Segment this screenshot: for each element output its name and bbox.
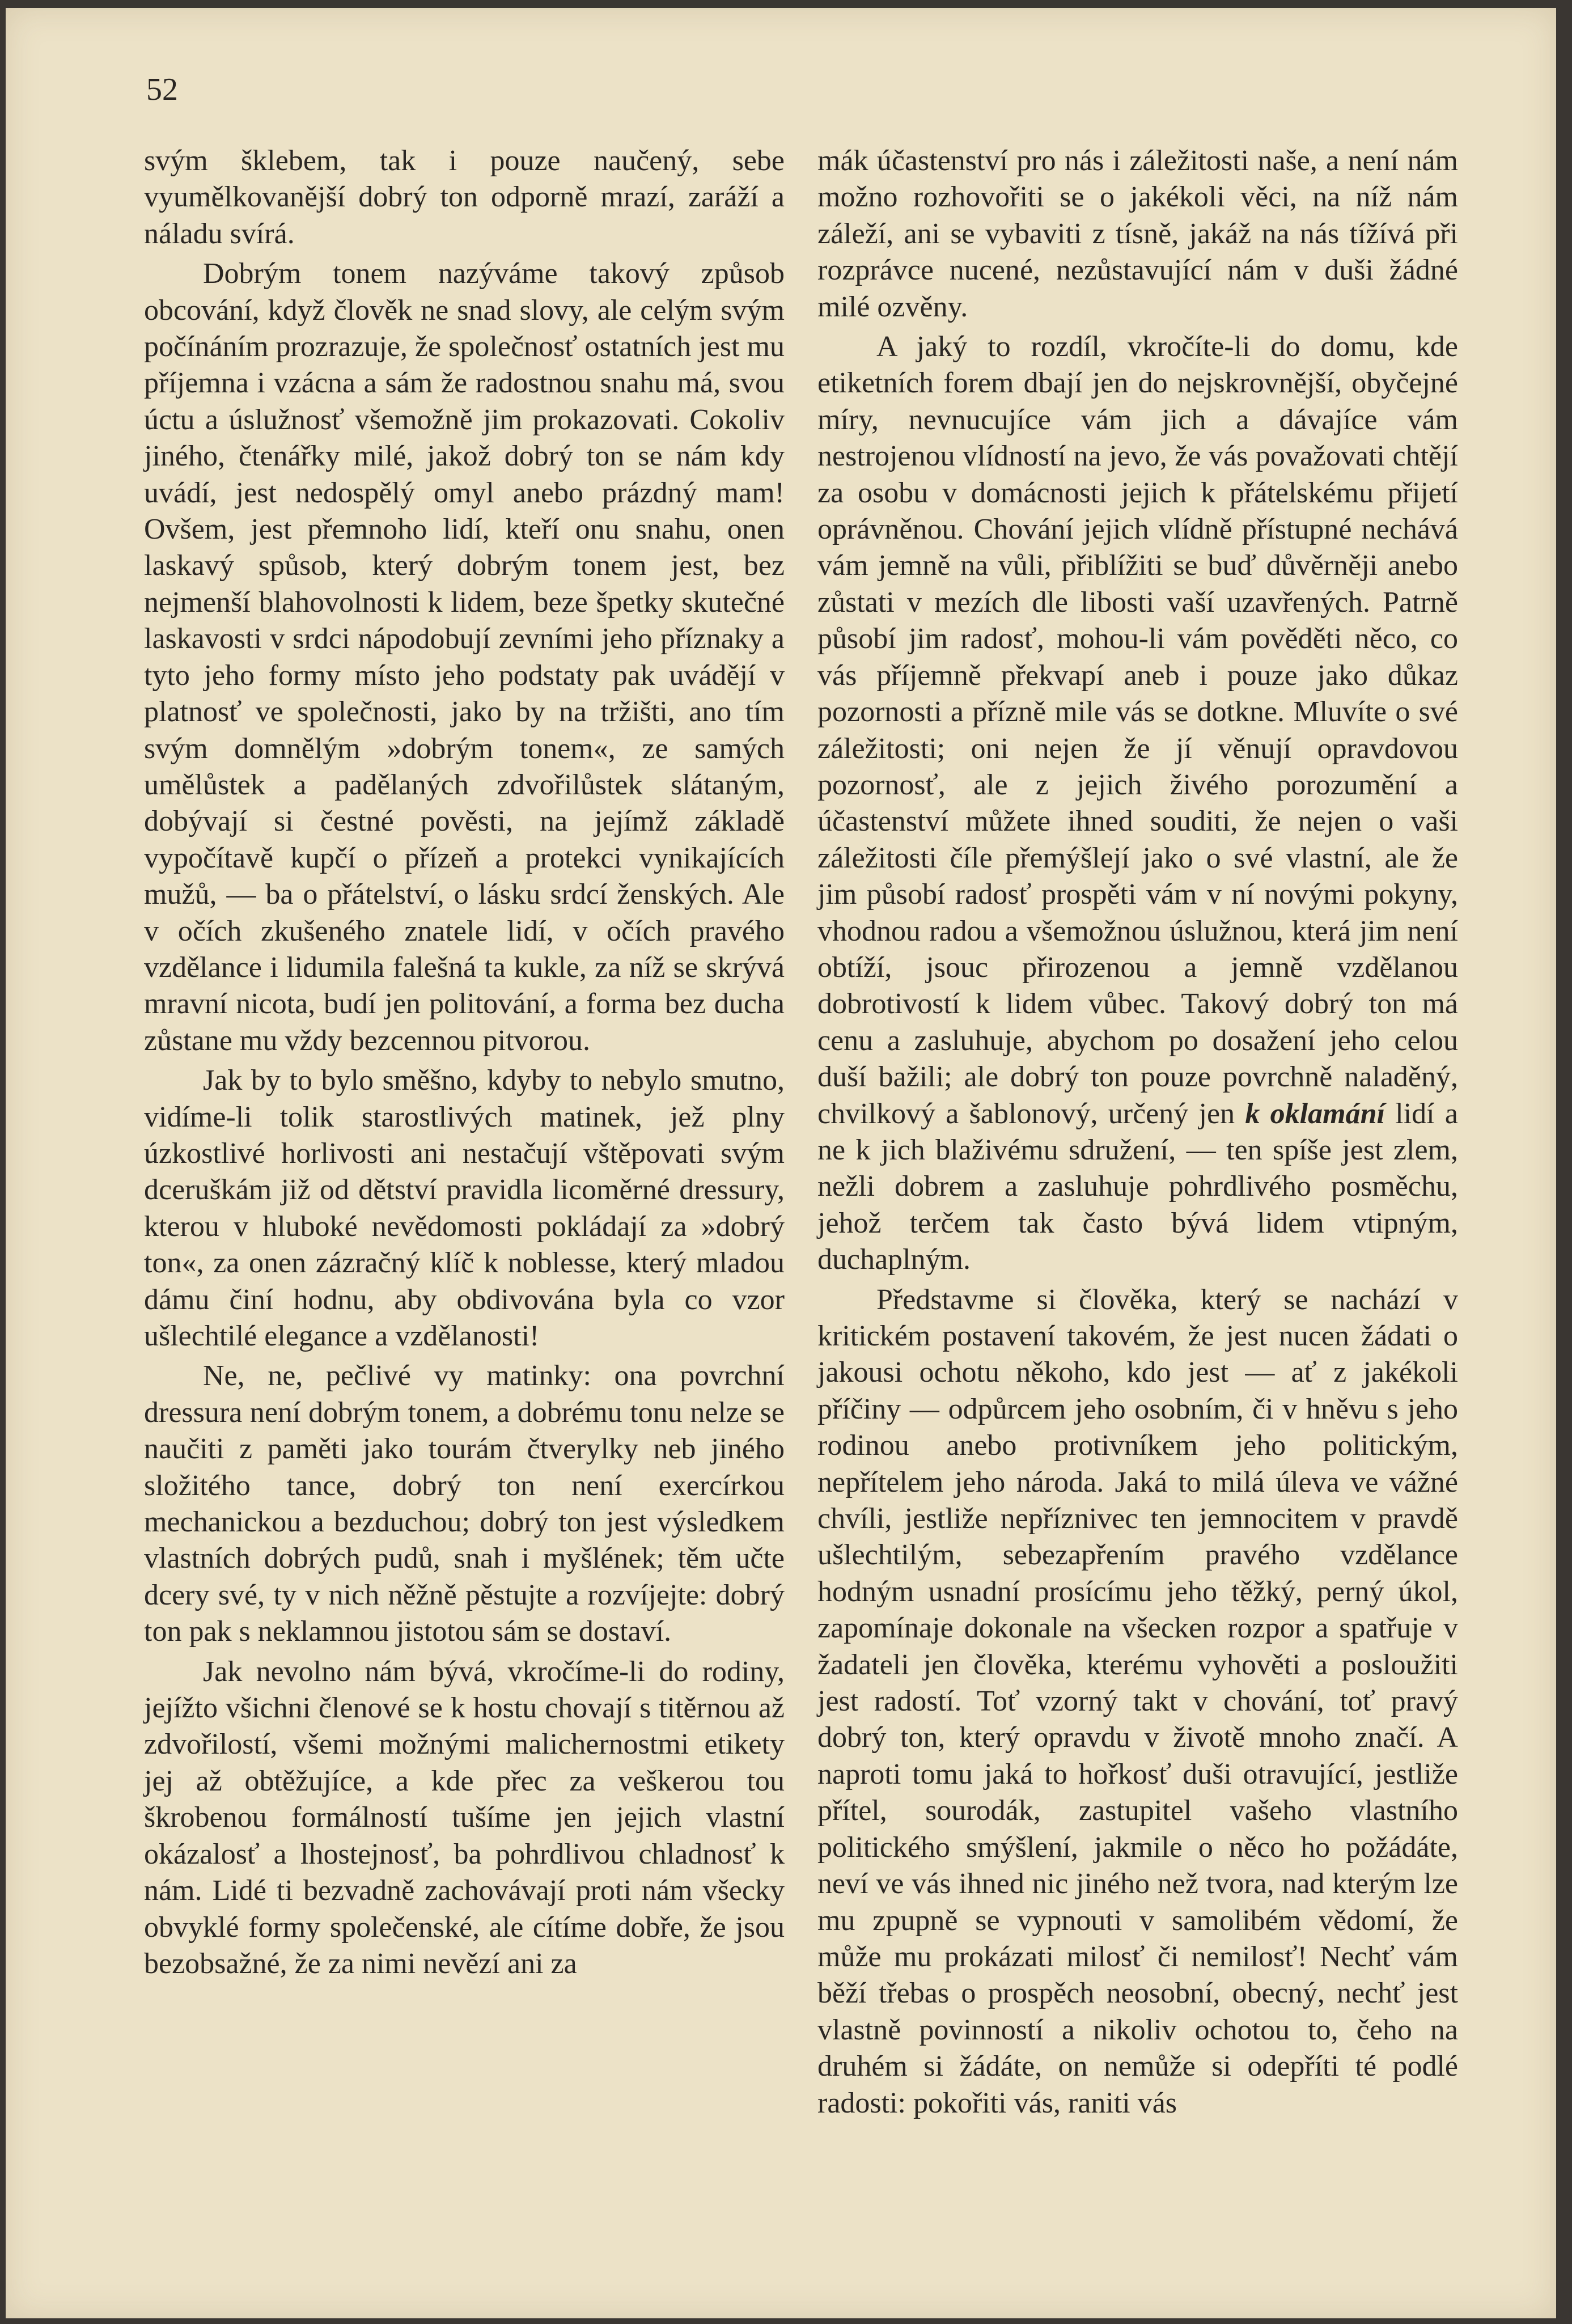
right-column <box>817 143 1458 2122</box>
paragraph: mák účastenství pro nás i záležitosti naše, a není nám možno rozhovořiti se o jakékoli věci, na níž nám záleží, ani se vybaviti z tísně, jakáž na nás tížívá při rozprávce nucené, nezůstavující nám v duši žádné milé ozvěny. <box>817 145 1458 323</box>
paragraph: Jak nevolno nám bývá, vkročíme-li do rodiny, jejížto všichni členové se k hostu chovají s titěrnou až zdvořilostí, všemi možnými malichernostmi etikety jej až obtěžujíce, a kde přec za veškerou tou škrobenou formálností tušíme jen jejich vlastní okázalosť a lhostejnosť, ba pohrdlivou chladnosť k nám. Lidé ti bezvadně zachovávají proti nám všecky obvyklé formy společenské, ale cítíme dobře, že jsou bezobsažné, že za nimi nevězí ani za <box>144 1655 785 1980</box>
page-number: 52 <box>146 72 178 107</box>
paragraph <box>817 329 1458 1279</box>
emphasized-text: k oklamání <box>1245 1097 1385 1130</box>
left-column <box>144 143 785 1982</box>
page <box>6 8 1556 2318</box>
paragraph: Ne, ne, pečlivé vy matinky: ona povrchní dressura není dobrým tonem, a dobrému tonu nelze se naučiti z paměti jako tourám čtverylky neb jiného složitého tance, dobrý ton není exercírkou mechanickou a bezduchou; dobrý ton jest výsledkem vlastních dobrých pudů, snah i myšlének; těm učte dcery své, ty v nich něžně pěstujte a rozvíjejte: dobrý ton pak s neklamnou jistotou sám se dostaví. <box>144 1360 785 1648</box>
paragraph-text-tail: lidí a ne k jich blaživému sdružení, — ten spíše jest zlem, nežli dobrem a zasluhuje pohrdlivého posměchu, jehož terčem tak často bývá lidem vtipným, duchaplným. <box>817 1097 1458 1276</box>
paragraph: Jak by to bylo směšno, kdyby to nebylo smutno, vidíme-li tolik starostlivých matinek, jež plny úzkostlivé horlivosti ani nestačují vštěpovati svým dceruškám již od dětství pravidla licoměrné dressury, kterou v hluboké nevědomosti pokládají za »dobrý ton«, za onen zázračný klíč k noblesse, který mladou dámu činí hodnu, aby obdivována byla co vzor ušlechtilé elegance a vzdělanosti! <box>144 1064 785 1352</box>
paragraph-text: A jaký to rozdíl, vkročíte-li do domu, kde etiketních forem dbají jen do nejskrovnější, obyčejné míry, nevnucujíce vám jich a dávajíce vám nestrojenou vlídností na jevo, že vás považovati chtějí za osobu v domácnosti jejich k přátelskému přijetí oprávněnou. Chování jejich vlídně přístupné nechává vám jemně na vůli, přiblížiti se buď důvěrněji anebo zůstati v mezích dle libosti vaší uzavřených. Patrně působí jim radosť, mohou-li vám pověděti něco, co vás příjemně překvapí aneb i pouze jako důkaz pozornosti a přízně mile vás se dotkne. Mluvíte o své záležitosti; oni nejen že jí věnují opravdovou pozornosť, ale z jejich živého porozumění a účastenství můžete ihned souditi, že nejen o vaši záležitosti číle přemýšlejí jako o své vlastní, ale že jim působí radosť prospěti vám v ní novými pokyny, vhodnou radou a všemožnou úslužnou, která jim není obtíží, jsouc přirozenou a jemně vzdělanou dobrotivostí k lidem vůbec. Takový dobrý ton má cenu a zasluhuje, abychom po dosažení jeho celou duší bažili; ale dobrý ton pouze povrchně naladěný, chvilkový a šablonový, určený jen <box>817 331 1458 1130</box>
paragraph: Dobrým tonem nazýváme takový způsob obcování, když člověk ne snad slovy, ale celým svým počínáním prozrazuje, že společnosť ostatních jest mu příjemna i vzácna a sám že radostnou snahu má, svou úctu a úslužnosť všemožně jim prokazovati. Cokoliv jiného, čtenářky milé, jakož dobrý ton se nám kdy uvádí, jest nedospělý omyl anebo prázdný mam! Ovšem, jest přemnoho lidí, kteří onu snahu, onen laskavý spůsob, který dobrým tonem jest, bez nejmenší blahovolnosti k lidem, beze špetky skutečné laskavosti v srdci nápodobují zevními jeho příznaky a tyto jeho formy místo jeho podstaty pak uvádějí v platnosť ve společnosti, jako by na tržišti, ano tím svým domnělým »dobrým tonem«, ze samých umělůstek a padělaných zdvořilůstek slátaným, dobývají si čestné pověsti, na jejímž základě vypočítavě kupčí o přízeň a protekci vynikajících mužů, — ba o přátelství, o lásku srdcí ženských. Ale v očích zkušeného znatele lidí, v očích pravého vzdělance i lidumila falešná ta kukle, za níž se skrývá mravní nicota, budí jen politování, a forma bez ducha zůstane mu vždy bezcennou pitvorou. <box>144 257 785 1057</box>
paragraph: svým šklebem, tak i pouze naučený, sebe vyumělkovanější dobrý ton odporně mrazí, zaráží a náladu svírá. <box>144 145 785 250</box>
paragraph: Představme si člověka, který se nachází v kritickém postavení takovém, že jest nucen žádati o jakousi ochotu někoho, kdo jest — ať z jakékoli příčiny — odpůrcem jeho osobním, či v hněvu s jeho rodinou anebo protivníkem jeho politickým, nepřítelem jeho národa. Jaká to milá úleva ve vážné chvíli, jestliže nepříznivec ten jemnocitem v pravdě ušlechtilým, sebezapřením pravého vzdělance hodným usnadní prosícímu jeho těžký, perný úkol, zapomínaje dokonale na všecken rozpor a spatřuje v žadateli jen člověka, kterému vyhověti a posloužiti jest radostí. Toť vzorný takt v chování, toť pravý dobrý ton, který opravdu v životě mnoho značí. A naproti tomu jaká to hořkosť duši otravující, jestliže přítel, sourodák, zastupitel vašeho vlastního politického smýšlení, jakmile o něco ho požádáte, neví ve vás ihned nic jiného než tvora, nad kterým lze mu zpupně se vypnouti v samolibém vědomí, že může mu prokázati milosť či nemilosť! Nechť vám běží třebas o prospěch neosobní, obecný, nechť jest vlastně povinností a nikoliv ochotou to, čeho na druhém si žádáte, on nemůže si odepříti té podlé radosti: pokořiti vás, raniti vás <box>817 1283 1458 2119</box>
